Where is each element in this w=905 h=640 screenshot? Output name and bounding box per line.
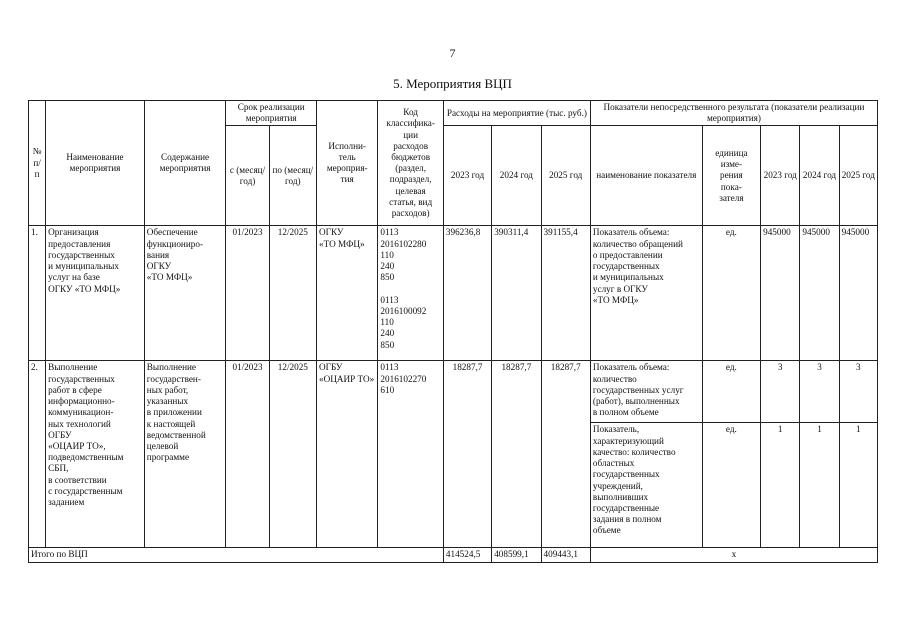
table-row: [29, 361, 878, 423]
row-exp-2025: 18287,7: [541, 361, 590, 548]
indicator-unit: ед.: [702, 361, 760, 423]
row-exp-2024: 390311,4: [492, 226, 541, 361]
header-code: Код классифика- ции расходов бюджетов (раздел, подраздел, целевая статья, вид расходов): [378, 101, 443, 226]
row-executor: ОГКУ «ТО МФЦ»: [317, 226, 378, 361]
indicator-name: Показатель объема: количество обращений о предоставлении государственных и муниципальных услуг в ОГКУ «ТО МФЦ»: [590, 226, 702, 361]
indicator-value-2023: 1: [761, 423, 800, 548]
row-period-to: 12/2025: [269, 361, 316, 548]
header-content: Содержание мероприятия: [144, 101, 226, 226]
header-ind-2025: 2025 год: [839, 126, 877, 226]
row-num: 2.: [29, 361, 46, 548]
indicator-value-2024: 945000: [800, 226, 839, 361]
total-exp-2025: 409443,1: [541, 548, 590, 562]
header-indicators: Показатели непосредственного результата (показатели реализации мероприятия): [590, 101, 877, 126]
header-period: Срок реализации мероприятия: [226, 101, 317, 126]
indicator-value-2025: 3: [839, 361, 877, 423]
row-executor: ОГБУ «ОЦАИР ТО»: [317, 361, 378, 548]
header-ind-2023: 2023 год: [761, 126, 800, 226]
header-num: № п/п: [29, 101, 46, 226]
row-exp-2023: 396236,8: [443, 226, 491, 361]
row-code: 0113 2016102270 610: [378, 361, 443, 548]
total-exp-2024: 408599,1: [492, 548, 541, 562]
page-title: 5. Мероприятия ВЦП: [393, 76, 512, 91]
row-content: Обеспечение функциониро- вания ОГКУ «ТО МФЦ»: [144, 226, 226, 361]
header-unit: единица изме- рения пока- зателя: [702, 126, 760, 226]
indicator-unit: ед.: [702, 423, 760, 548]
total-exp-2023: 414524,5: [443, 548, 491, 562]
row-name: Организация предоставления государственных и муниципальных услуг на базе ОГКУ «ТО МФЦ»: [46, 226, 145, 361]
header-expenses: Расходы на мероприятие (тыс. руб.): [443, 101, 590, 126]
row-period-to: 12/2025: [269, 226, 316, 361]
indicator-value-2024: 1: [800, 423, 839, 548]
row-num: 1.: [29, 226, 46, 361]
indicator-value-2023: 945000: [761, 226, 800, 361]
header-indicator-name: наименование показателя: [590, 126, 702, 226]
header-exp-2025: 2025 год: [541, 126, 590, 226]
indicator-value-2023: 3: [761, 361, 800, 423]
row-period-from: 01/2023: [226, 226, 269, 361]
row-content: Выполнение государствен- ных работ, указанных в приложении к настоящей ведомственной целевой программе: [144, 361, 226, 548]
indicator-unit: ед.: [702, 226, 760, 361]
header-period-to: по (месяц/ год): [269, 126, 316, 226]
row-period-from: 01/2023: [226, 361, 269, 548]
header-exp-2024: 2024 год: [492, 126, 541, 226]
indicator-name: Показатель объема: количество государственных услуг (работ), выполненных в полном объеме: [590, 361, 702, 423]
page-number: 7: [449, 46, 456, 60]
row-code: 0113 2016102280 110 240 850 0113 2016100092 110 240 850: [378, 226, 443, 361]
indicator-name: Показатель, характеризующий качество: количество областных государственных учреждений, выполнивших государственные задания в полном объеме: [590, 423, 702, 548]
total-mark: х: [590, 548, 877, 562]
indicator-value-2024: 3: [800, 361, 839, 423]
table-row: [29, 226, 878, 361]
header-name: Наименование мероприятия: [46, 101, 145, 226]
header-executor: Исполни- тель мероприя- тия: [317, 101, 378, 226]
header-exp-2023: 2023 год: [443, 126, 491, 226]
header-period-from: с (месяц/ год): [226, 126, 269, 226]
row-name: Выполнение государственных работ в сфере информационно- коммуникацион- ных технологий ОГБУ «ОЦАИР ТО», подведомственным СБП, в соответствии с государственным заданием: [46, 361, 145, 548]
indicator-value-2025: 1: [839, 423, 877, 548]
indicator-value-2025: 945000: [839, 226, 877, 361]
header-ind-2024: 2024 год: [800, 126, 839, 226]
total-row: [29, 548, 878, 562]
row-exp-2025: 391155,4: [541, 226, 590, 361]
row-exp-2023: 18287,7: [443, 361, 491, 548]
activities-table: [28, 100, 878, 563]
row-exp-2024: 18287,7: [492, 361, 541, 548]
total-label: Итого по ВЦП: [29, 548, 444, 562]
